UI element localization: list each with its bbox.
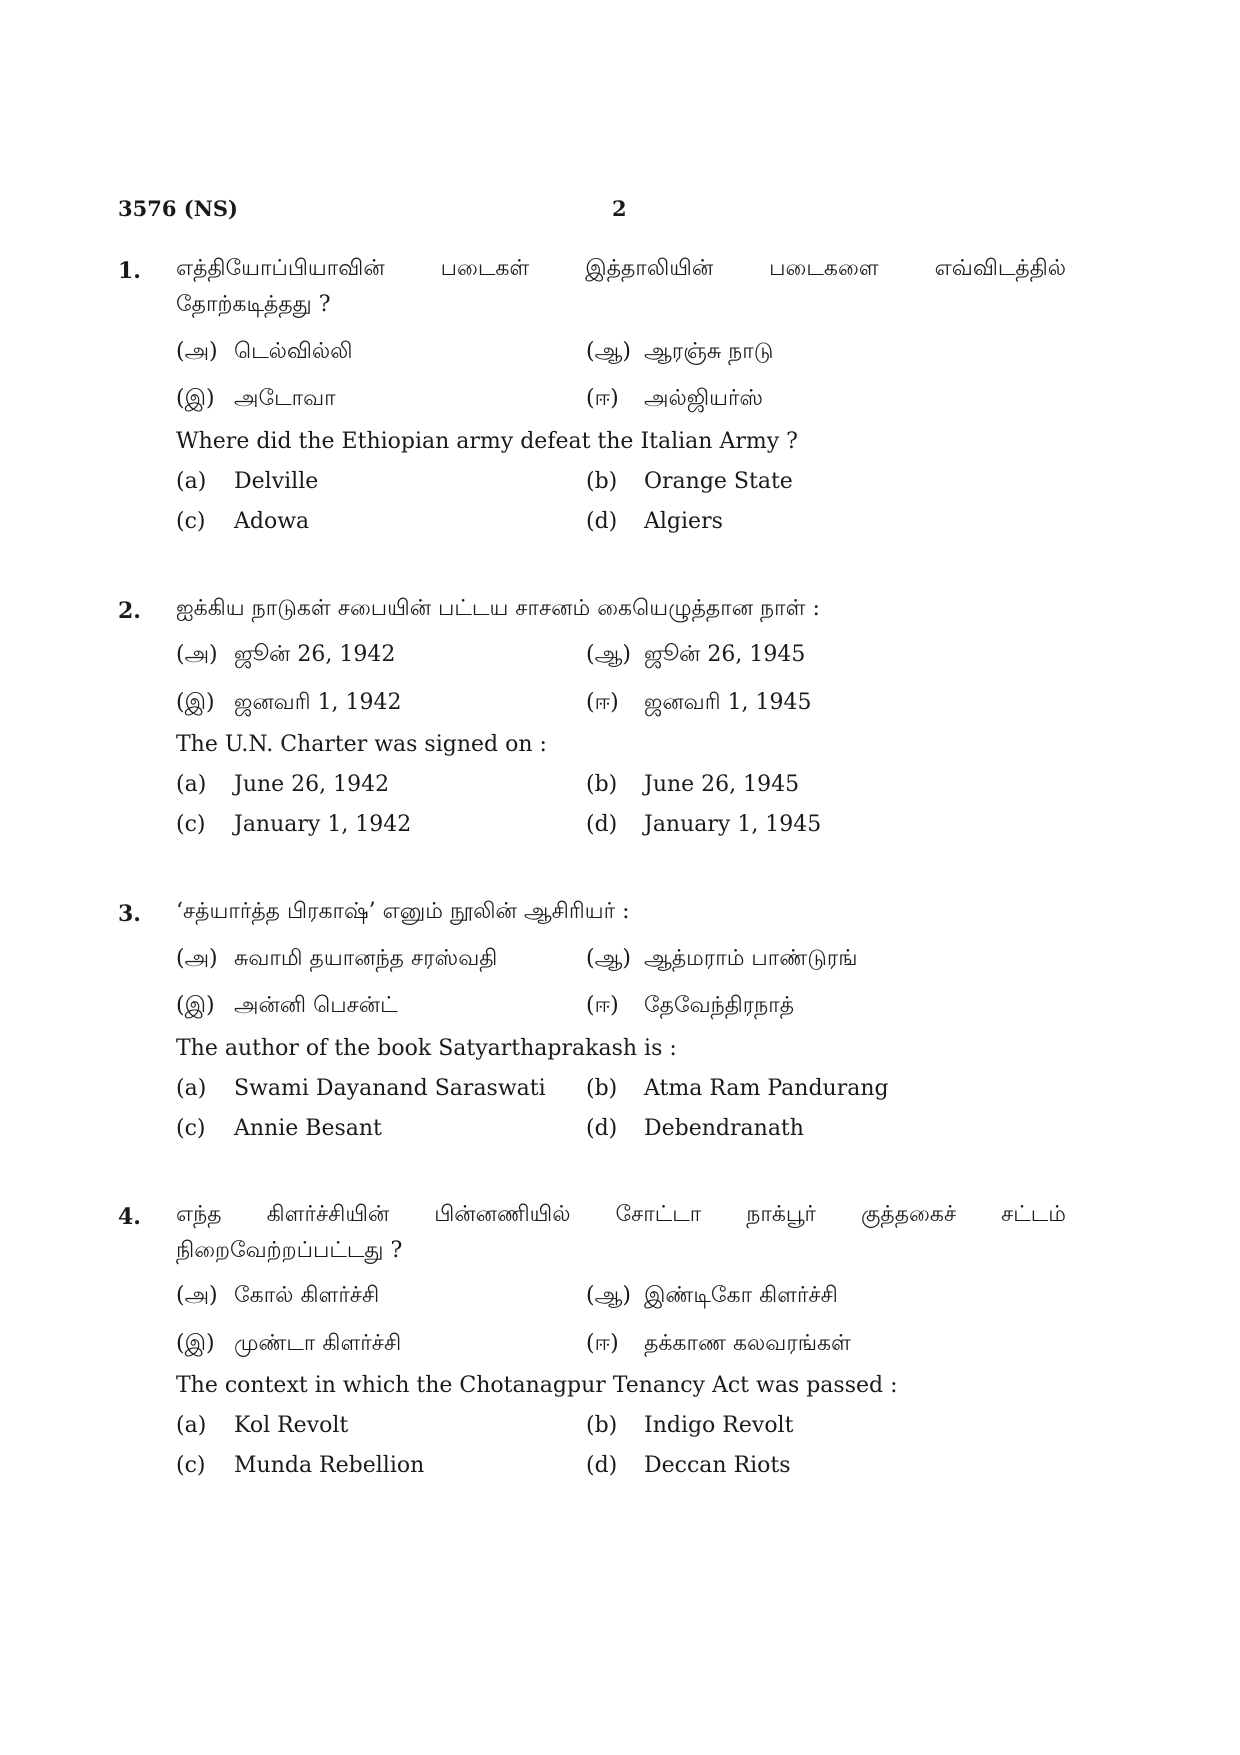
tamil-option-a [176, 642, 395, 670]
option-text: ஆத்மராம் பாண்டுரங் [644, 946, 858, 971]
english-option-d [586, 509, 723, 534]
option-label: (b) [586, 772, 618, 797]
option-label: (இ) [176, 690, 215, 715]
tamil-option-b [586, 946, 858, 974]
option-text: Kol Revolt [234, 1413, 349, 1438]
option-label: (b) [586, 469, 618, 494]
english-option-c [176, 812, 411, 837]
paper-code: 3576 (NS) [118, 196, 238, 221]
option-text: Deccan Riots [644, 1453, 791, 1478]
option-label: (a) [176, 772, 207, 797]
option-label: (அ) [176, 642, 218, 667]
tamil-option-d [586, 993, 794, 1021]
option-text: சுவாமி தயானந்த சரஸ்வதி [234, 946, 498, 971]
english-option-a [176, 1076, 546, 1101]
option-label: (d) [586, 1453, 618, 1478]
tamil-option-a [176, 1283, 379, 1311]
tamil-option-d [586, 386, 763, 414]
option-label: (c) [176, 509, 206, 534]
english-option-d [586, 812, 821, 837]
option-text: June 26, 1945 [644, 772, 800, 797]
option-label: (a) [176, 1413, 207, 1438]
option-label: (a) [176, 469, 207, 494]
english-option-a [176, 772, 389, 797]
english-option-b [586, 772, 799, 797]
tamil-option-b [586, 339, 773, 367]
option-label: (ஆ) [586, 339, 631, 364]
option-label: (ஆ) [586, 642, 631, 667]
option-text: June 26, 1942 [234, 772, 390, 797]
english-option-b [586, 1076, 889, 1101]
question-english-text: Where did the Ethiopian army defeat the Italian Army ? [176, 429, 798, 454]
option-text: Adowa [234, 509, 310, 534]
tamil-option-c [176, 690, 402, 718]
option-text: கோல் கிளர்ச்சி [234, 1283, 380, 1308]
option-text: Orange State [644, 469, 793, 494]
question-english-text: The author of the book Satyarthaprakash is : [176, 1036, 677, 1061]
tamil-option-b [586, 1283, 838, 1311]
question-tamil-text-cont: நிறைவேற்றப்பட்டது ? [176, 1238, 403, 1263]
tamil-option-a [176, 339, 353, 367]
option-label: (d) [586, 1116, 618, 1141]
tamil-option-c [176, 386, 336, 414]
option-label: (d) [586, 812, 618, 837]
question-tamil-text: எந்த கிளர்ச்சியின் பின்னணியில் சோட்டா நாக்பூர் குத்தகைச் சட்டம் [176, 1202, 1066, 1227]
option-text: January 1, 1945 [644, 812, 822, 837]
option-label: (ஈ) [586, 386, 619, 411]
option-text: அன்னி பெசன்ட் [234, 993, 398, 1018]
tamil-option-d [586, 690, 812, 718]
question-tamil-text-cont: தோற்கடித்தது ? [176, 292, 331, 317]
tamil-option-c [176, 993, 398, 1021]
english-option-a [176, 1413, 348, 1438]
option-text: ஜனவரி 1, 1945 [644, 690, 812, 715]
option-label: (c) [176, 1453, 206, 1478]
option-text: Munda Rebellion [234, 1453, 425, 1478]
option-label: (இ) [176, 993, 215, 1018]
option-label: (b) [586, 1413, 618, 1438]
page-number: 2 [612, 196, 627, 221]
option-text: தக்காண கலவரங்கள் [644, 1331, 851, 1356]
option-text: அல்ஜியர்ஸ் [644, 386, 764, 411]
option-text: ஜூன் 26, 1945 [644, 642, 806, 667]
option-label: (ஈ) [586, 690, 619, 715]
option-text: Swami Dayanand Saraswati [234, 1076, 546, 1101]
option-text: ஜனவரி 1, 1942 [234, 690, 402, 715]
question-number: 4. [118, 1204, 141, 1230]
option-text: ஜூன் 26, 1942 [234, 642, 396, 667]
english-option-d [586, 1116, 804, 1141]
option-label: (இ) [176, 1331, 215, 1356]
tamil-option-a [176, 946, 497, 974]
option-label: (அ) [176, 1283, 218, 1308]
option-label: (a) [176, 1076, 207, 1101]
english-option-d [586, 1453, 791, 1478]
option-label: (ஈ) [586, 993, 619, 1018]
option-label: (ஆ) [586, 1283, 631, 1308]
option-label: (b) [586, 1076, 618, 1101]
option-text: January 1, 1942 [234, 812, 412, 837]
question-tamil-text: ஐக்கிய நாடுகள் சபையின் பட்டய சாசனம் கையெழுத்தான நாள் : [176, 596, 820, 621]
question-tamil-text: ‘சத்யார்த்த பிரகாஷ்’ எனும் நூலின் ஆசிரியர் : [176, 899, 630, 924]
option-text: Algiers [644, 509, 723, 534]
question-number: 3. [118, 901, 141, 927]
option-text: Delville [234, 469, 319, 494]
option-text: Indigo Revolt [644, 1413, 794, 1438]
tamil-option-b [586, 642, 805, 670]
option-label: (அ) [176, 946, 218, 971]
question-english-text: The context in which the Chotanagpur Tenancy Act was passed : [176, 1373, 898, 1398]
option-label: (ஈ) [586, 1331, 619, 1356]
option-label: (ஆ) [586, 946, 631, 971]
option-text: தேவேந்திரநாத் [644, 993, 795, 1018]
question-english-text: The U.N. Charter was signed on : [176, 732, 547, 757]
option-label: (அ) [176, 339, 218, 364]
option-label: (d) [586, 509, 618, 534]
option-text: Debendranath [644, 1116, 804, 1141]
option-label: (c) [176, 812, 206, 837]
option-text: Annie Besant [234, 1116, 382, 1141]
option-text: அடோவா [234, 386, 336, 411]
question-number: 2. [118, 598, 141, 624]
english-option-c [176, 1453, 424, 1478]
question-number: 1. [118, 258, 141, 284]
option-label: (இ) [176, 386, 215, 411]
option-text: ஆரஞ்சு நாடு [644, 339, 774, 364]
question-tamil-text: எத்தியோப்பியாவின் படைகள் இத்தாலியின் படைகளை எவ்விடத்தில் [176, 256, 1066, 281]
option-text: இண்டிகோ கிளர்ச்சி [644, 1283, 838, 1308]
option-text: Atma Ram Pandurang [644, 1076, 889, 1101]
english-option-b [586, 1413, 793, 1438]
english-option-a [176, 469, 318, 494]
english-option-b [586, 469, 793, 494]
english-option-c [176, 509, 309, 534]
tamil-option-c [176, 1331, 401, 1359]
english-option-c [176, 1116, 382, 1141]
option-text: டெல்வில்லி [234, 339, 353, 364]
option-label: (c) [176, 1116, 206, 1141]
tamil-option-d [586, 1331, 851, 1359]
option-text: முண்டா கிளர்ச்சி [234, 1331, 402, 1356]
